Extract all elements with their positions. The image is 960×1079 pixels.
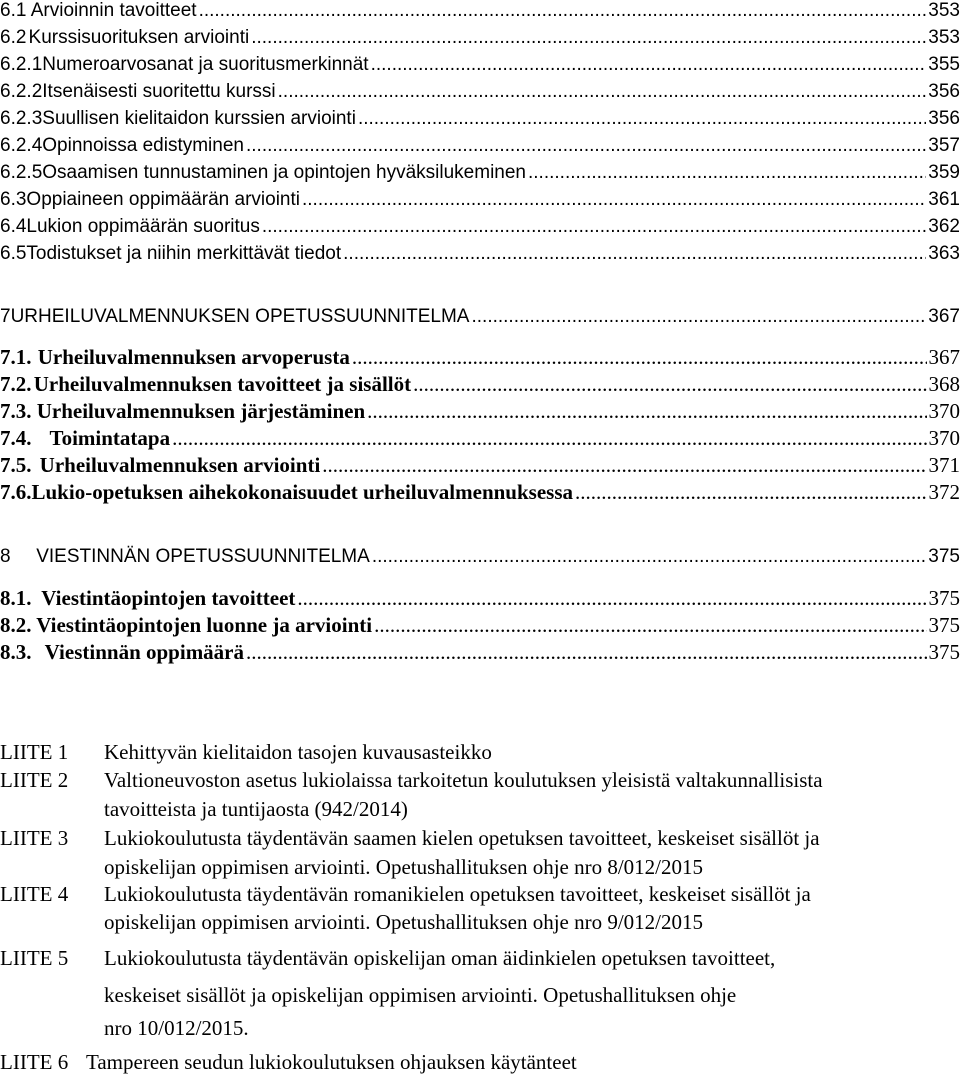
toc-title: Viestintäopintojen luonne ja arviointi xyxy=(36,613,373,637)
toc-number: 6.2.5 xyxy=(0,162,43,183)
dot-leader xyxy=(322,453,926,478)
dot-leader xyxy=(262,216,926,238)
toc-number: 8.2. xyxy=(0,613,32,637)
toc-entry[interactable] xyxy=(0,613,960,641)
toc-entry[interactable] xyxy=(0,0,960,28)
toc-number: 6.2.2 xyxy=(0,81,43,102)
toc-entry[interactable] xyxy=(0,586,960,614)
toc-entry[interactable] xyxy=(0,27,960,55)
appendix-title: Valtioneuvoston asetus lukiolaissa tarkoitetun koulutuksen yleisistä valtakunnallisista xyxy=(104,768,823,792)
appendix-title-cont: opiskelijan oppimisen arviointi. Opetushallituksen ohje nro 8/012/2015 xyxy=(104,855,704,879)
toc-page: 367 xyxy=(928,306,960,327)
toc-page: 363 xyxy=(928,243,960,264)
toc-number: 6.2.3 xyxy=(0,108,43,129)
toc-entry[interactable] xyxy=(0,108,960,136)
dot-leader xyxy=(575,480,927,505)
toc-title: Urheiluvalmennuksen arvoperusta xyxy=(37,345,350,369)
toc-number: 7.2. xyxy=(0,372,32,396)
toc-number: 8.1. xyxy=(0,586,32,610)
toc-page: 355 xyxy=(928,54,960,75)
toc-entry[interactable] xyxy=(0,480,960,508)
dot-leader xyxy=(246,640,926,665)
toc-entry[interactable] xyxy=(0,135,960,163)
toc-title: Arvioinnin tavoitteet xyxy=(30,0,197,21)
appendix-label: LIITE 1 xyxy=(0,740,69,764)
appendix-label: LIITE 2 xyxy=(0,768,69,792)
toc-title: Itsenäisesti suoritettu kurssi xyxy=(42,81,276,102)
toc-title: Viestinnän oppimäärä xyxy=(44,640,245,664)
toc-chapter-entry[interactable] xyxy=(0,306,960,334)
toc-entry[interactable] xyxy=(0,372,960,400)
appendix-label: LIITE 3 xyxy=(0,826,69,850)
toc-entry[interactable] xyxy=(0,216,960,244)
toc-title: Lukio-opetuksen aihekokonaisuudet urheiluvalmennuksessa xyxy=(31,480,573,504)
toc-number: 6.4 xyxy=(0,216,27,237)
toc-entry[interactable] xyxy=(0,243,960,271)
appendix-title-cont: keskeiset sisällöt ja opiskelijan oppimisen arviointi. Opetushallituksen ohje xyxy=(104,983,737,1007)
toc-title: Urheiluvalmennuksen järjestäminen xyxy=(36,399,366,423)
toc-title: Todistukset ja niihin merkittävät tiedot xyxy=(26,243,342,264)
dot-leader xyxy=(199,0,927,22)
toc-title: Suullisen kielitaidon kurssien arviointi xyxy=(42,108,356,129)
dot-leader xyxy=(367,399,926,424)
toc-entry[interactable] xyxy=(0,345,960,373)
toc-page: 370 xyxy=(928,426,960,450)
appendix-title: Lukiokoulutusta täydentävän saamen kielen opetuksen tavoitteet, keskeiset sisällöt ja xyxy=(104,826,820,850)
toc-chapter-title: URHEILUVALMENNUKSEN OPETUSSUUNNITELMA xyxy=(10,306,470,327)
toc-entry[interactable] xyxy=(0,399,960,427)
toc-entry[interactable] xyxy=(0,426,960,454)
toc-title: Urheiluvalmennuksen arviointi xyxy=(39,453,321,477)
dot-leader xyxy=(172,426,926,451)
toc-entry[interactable] xyxy=(0,81,960,109)
toc-page: 372 xyxy=(928,480,960,504)
toc-title: Toimintatapa xyxy=(49,426,171,450)
toc-page: 361 xyxy=(928,189,960,210)
toc-page: 357 xyxy=(928,135,960,156)
dot-leader xyxy=(343,243,926,265)
appendix-title: Tampereen seudun lukiokoulutuksen ohjauksen käytänteet xyxy=(86,1050,577,1074)
toc-entry[interactable] xyxy=(0,54,960,82)
dot-leader xyxy=(246,135,926,157)
dot-leader xyxy=(278,81,927,103)
toc-page: 353 xyxy=(928,27,960,48)
toc-title: Oppiaineen oppimäärän arviointi xyxy=(26,189,300,210)
toc-page: 353 xyxy=(928,0,960,21)
toc-number: 6.1 xyxy=(0,0,27,21)
toc-chapter-title: VIESTINNÄN OPETUSSUUNNITELMA xyxy=(36,546,370,567)
toc-page: 375 xyxy=(928,546,960,567)
toc-page: 362 xyxy=(928,216,960,237)
toc-title: Lukion oppimäärän suoritus xyxy=(26,216,260,237)
toc-page: 356 xyxy=(928,108,960,129)
appendix-label: LIITE 4 xyxy=(0,882,69,906)
toc-page: 367 xyxy=(928,345,960,369)
toc-page: 356 xyxy=(928,81,960,102)
appendix-label: LIITE 6 xyxy=(0,1050,69,1074)
toc-entry[interactable] xyxy=(0,189,960,217)
toc-number: 7.5. xyxy=(0,453,32,477)
dot-leader xyxy=(251,27,926,49)
toc-title: Kurssisuorituksen arviointi xyxy=(28,27,250,48)
toc-chapter-entry[interactable] xyxy=(0,546,960,574)
toc-page: 375 xyxy=(928,613,960,637)
appendix-title: Kehittyvän kielitaidon tasojen kuvausasteikko xyxy=(104,740,492,764)
toc-page: 368 xyxy=(928,372,960,396)
toc-title: Viestintäopintojen tavoitteet xyxy=(41,586,296,610)
dot-leader xyxy=(302,189,926,211)
dot-leader xyxy=(352,345,927,370)
dot-leader xyxy=(372,546,926,568)
toc-number: 8.3. xyxy=(0,640,32,664)
toc-page: 375 xyxy=(928,640,960,664)
dot-leader xyxy=(374,613,926,638)
appendix-title-cont: opiskelijan oppimisen arviointi. Opetushallituksen ohje nro 9/012/2015 xyxy=(104,910,704,934)
toc-number: 6.2.4 xyxy=(0,135,43,156)
toc-number: 6.5 xyxy=(0,243,27,264)
dot-leader xyxy=(358,108,926,130)
appendix-title: Lukiokoulutusta täydentävän opiskelijan oman äidinkielen opetuksen tavoitteet, xyxy=(104,946,776,970)
toc-title: Osaamisen tunnustaminen ja opintojen hyväksilukeminen xyxy=(42,162,526,183)
dot-leader xyxy=(413,372,926,397)
toc-number: 6.2.1 xyxy=(0,54,43,75)
dot-leader xyxy=(297,586,926,611)
toc-page: 371 xyxy=(928,453,960,477)
toc-number: 7.4. xyxy=(0,426,32,450)
appendix-title: Lukiokoulutusta täydentävän romanikielen opetuksen tavoitteet, keskeiset sisällöt ja xyxy=(104,882,811,906)
toc-number: 7.6. xyxy=(0,480,32,504)
dot-leader xyxy=(528,162,926,184)
toc-title: Numeroarvosanat ja suoritusmerkinnät xyxy=(42,54,369,75)
toc-title: Opinnoissa edistyminen xyxy=(42,135,244,156)
toc-entry[interactable] xyxy=(0,162,960,190)
toc-title: Urheiluvalmennuksen tavoitteet ja sisällöt xyxy=(33,372,412,396)
toc-chapter-number: 7 xyxy=(0,306,11,327)
toc-page: 359 xyxy=(928,162,960,183)
toc-chapter-number: 8 xyxy=(0,546,11,567)
toc-number: 7.3. xyxy=(0,399,32,423)
toc-number: 7.1. xyxy=(0,345,32,369)
toc-page: 370 xyxy=(928,399,960,423)
toc-number: 6.2 xyxy=(0,27,27,48)
toc-entry[interactable] xyxy=(0,640,960,668)
toc-entry[interactable] xyxy=(0,453,960,481)
toc-page: 375 xyxy=(928,586,960,610)
appendix-title-cont: tavoitteista ja tuntijaosta (942/2014) xyxy=(104,797,408,821)
appendix-title-cont: nro 10/012/2015. xyxy=(104,1016,249,1040)
dot-leader xyxy=(471,306,926,328)
appendix-label: LIITE 5 xyxy=(0,946,69,970)
dot-leader xyxy=(371,54,927,76)
toc-number: 6.3 xyxy=(0,189,27,210)
